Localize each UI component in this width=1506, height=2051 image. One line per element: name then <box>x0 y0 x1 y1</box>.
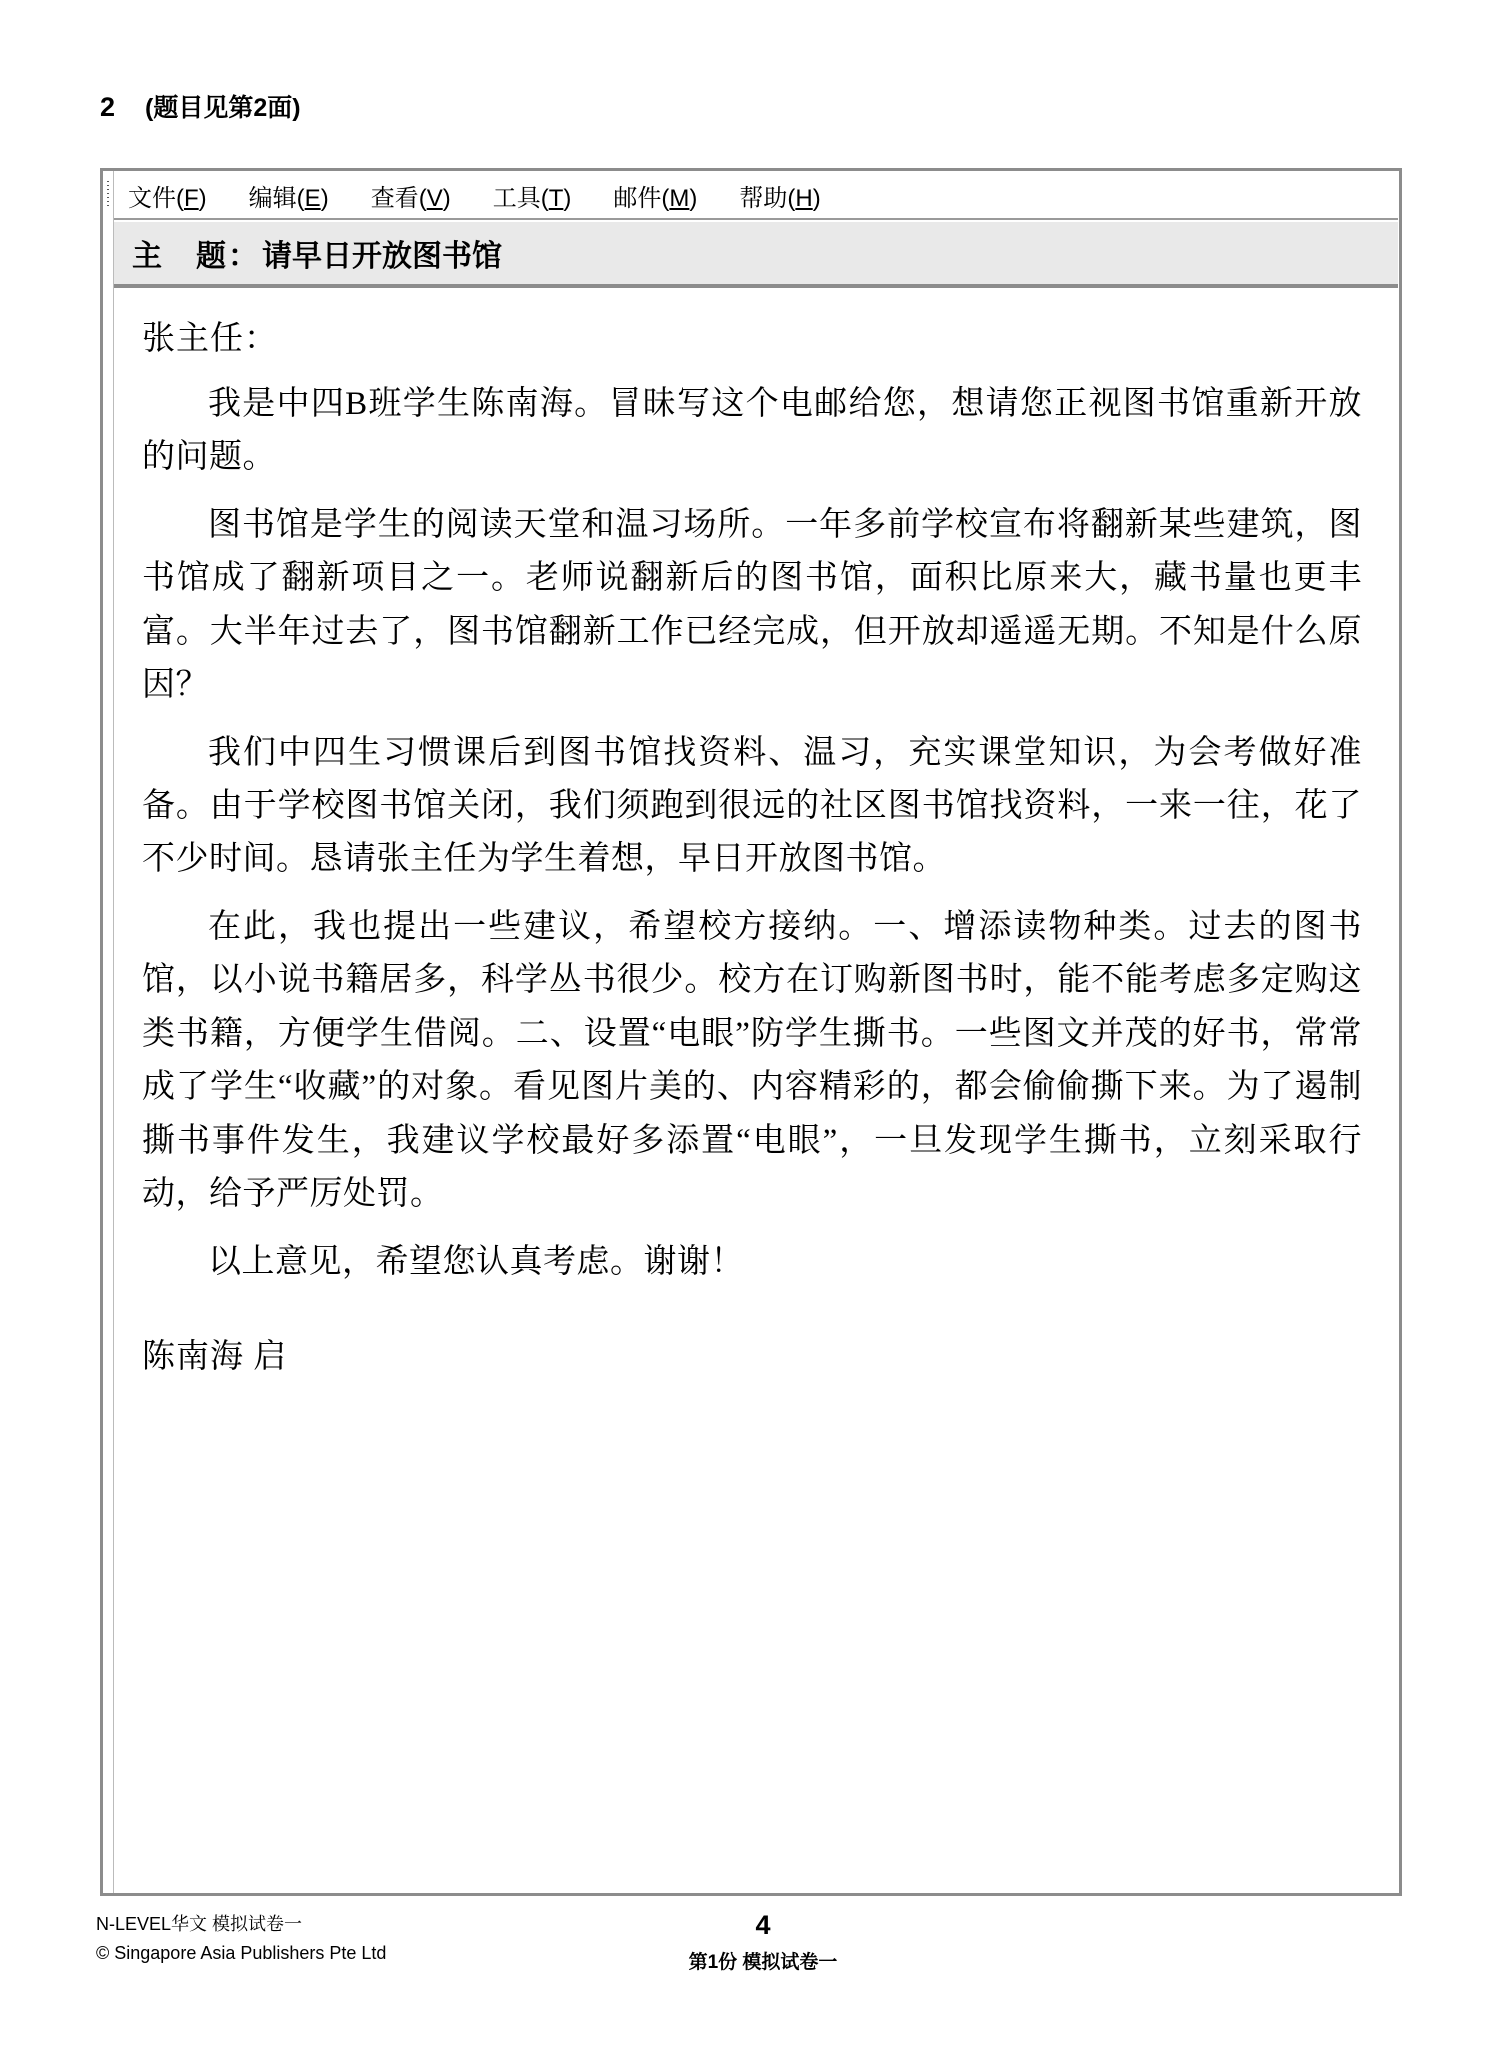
email-body[interactable] <box>114 292 1398 1892</box>
menu-item-edit[interactable]: 编辑(E) <box>248 184 329 212</box>
footer-center-block <box>0 1910 1506 1974</box>
email-salutation: 张主任： <box>142 321 278 357</box>
menu-item-mail-label: 邮件 <box>613 184 662 212</box>
window-drag-handle-icon <box>107 181 109 209</box>
footer-paper-label: 第1份 模拟试卷一 <box>688 1952 838 1973</box>
menu-item-help-accel: H <box>795 184 813 212</box>
page-footer <box>0 1910 1506 2030</box>
menu-item-edit-label: 编辑 <box>248 184 297 212</box>
email-paragraph-5: 以上意见，希望您认真考虑。谢谢！ <box>208 1243 744 1280</box>
menu-item-mail[interactable]: 邮件(M) <box>613 184 698 212</box>
question-number: 2 <box>100 92 116 122</box>
page-question-header <box>100 88 301 124</box>
menu-item-view-accel: V <box>426 184 443 212</box>
menu-item-mail-accel: M <box>669 184 690 212</box>
subject-bar <box>114 222 1398 288</box>
email-paragraph-1: 我是中四B班学生陈南海。冒昧写这个电邮给您，想请您正视图书馆重新开放的问题。 <box>142 385 1362 476</box>
footer-page-number: 4 <box>755 1910 771 1940</box>
menu-item-tools-label: 工具 <box>492 184 541 212</box>
subject-label: 主 题： <box>132 240 260 273</box>
footer-copyright: © Singapore Asia Publishers Pte Ltd <box>96 1942 387 1963</box>
menu-item-view-label: 查看 <box>370 184 419 212</box>
subject-value[interactable]: 请早日开放图书馆 <box>262 240 502 273</box>
menu-bar <box>114 172 1398 220</box>
question-note: (题目见第2面) <box>145 94 301 122</box>
email-paragraph-3: 我们中四生习惯课后到图书馆找资料、温习，充实课堂知识，为会考做好准备。由于学校图书馆关闭，我们须跑到很远的社区图书馆找资料，一来一往，花了不少时间。恳请张主任为学生着想，早日开放图书馆。 <box>142 734 1362 878</box>
email-window <box>100 168 1402 1896</box>
menu-item-file-label: 文件 <box>128 184 176 212</box>
footer-exam-title: N-LEVEL华文 模拟试卷一 <box>96 1914 303 1934</box>
menu-item-tools[interactable]: 工具(T) <box>492 184 572 212</box>
menu-item-help[interactable]: 帮助(H) <box>739 184 821 212</box>
email-paragraph-2: 图书馆是学生的阅读天堂和温习场所。一年多前学校宣布将翻新某些建筑，图书馆成了翻新项目之一。老师说翻新后的图书馆，面积比原来大，藏书量也更丰富。大半年过去了，图书馆翻新工作已经完成，但开放却遥遥无期。不知是什么原因？ <box>142 506 1362 704</box>
menu-item-edit-accel: E <box>304 184 321 212</box>
email-paragraph-4: 在此，我也提出一些建议，希望校方接纳。一、增添读物种类。过去的图书馆，以小说书籍居多，科学丛书很少。校方在订购新图书时，能不能考虑多定购这类书籍，方便学生借阅。二、设置“电眼”防学生撕书。一些图文并茂的好书，常常成了学生“收藏”的对象。看见图片美的、内容精彩的，都会偷偷撕下来。为了遏制撕书事件发生，我建议学校最好多添置“电眼”，一旦发现学生撕书，立刻采取行动，给予严厉处罚。 <box>142 908 1362 1213</box>
menu-item-view[interactable]: 查看(V) <box>370 184 451 212</box>
email-signature: 陈南海 启 <box>142 1339 288 1376</box>
menu-item-file[interactable]: 文件(F) <box>128 184 207 212</box>
menu-item-help-label: 帮助 <box>739 184 788 212</box>
menu-item-file-accel: F <box>184 184 199 212</box>
menu-item-tools-accel: T <box>548 184 564 212</box>
